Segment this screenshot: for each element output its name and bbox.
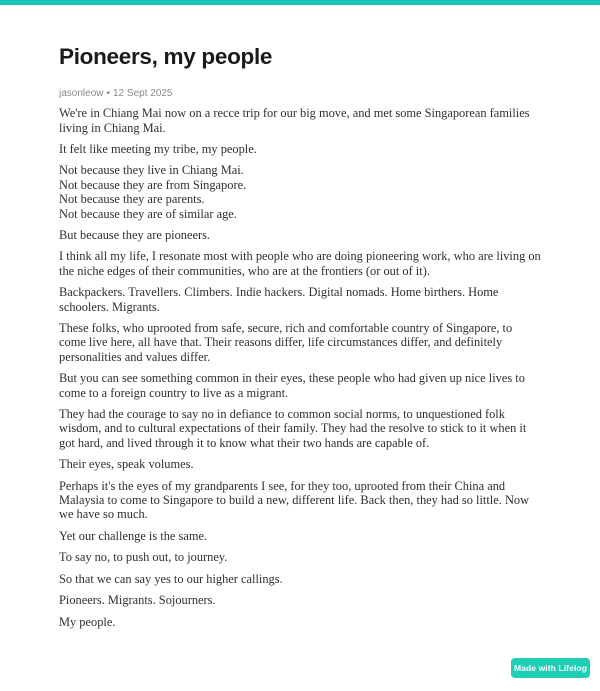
article-paragraph: These folks, who uprooted from safe, secure, rich and comfortable country of Singapore, to come live here, all have that. Their reasons differ, life circumstances differ, and definitely personalities and values differ. xyxy=(59,321,513,364)
byline xyxy=(59,87,541,101)
byline-author: jasonleow xyxy=(59,88,104,100)
article-paragraph: It felt like meeting my tribe, my people. xyxy=(59,141,257,156)
article-paragraph: We're in Chiang Mai now on a recce trip for our big move, and met some Singaporean families living in Chiang Mai. xyxy=(59,106,530,135)
article-paragraph: They had the courage to say no in defiance to common social norms, to unquestioned folk wisdom, and to cultural expectations of their family. They had the resolve to stick to it when it got hard, and lived through it to know what their two hands are capable of. xyxy=(59,407,527,450)
article-body xyxy=(59,106,541,629)
article-paragraph-line: Not because they live in Chiang Mai. xyxy=(59,163,244,178)
article-paragraph: So that we can say yes to our higher callings. xyxy=(59,571,283,586)
article-container xyxy=(0,5,600,629)
byline-date: 12 Sept 2025 xyxy=(113,88,173,100)
article-paragraph: Perhaps it's the eyes of my grandparents I see, for they too, uprooted from their China and Malaysia to come to Singapore to build a new, different life. Back then, they had so little. Now we have so much. xyxy=(59,478,530,522)
article-paragraph-line: Not because they are from Singapore. xyxy=(59,177,247,192)
page-title: Pioneers, my people xyxy=(59,44,273,69)
article-paragraph: Pioneers. Migrants. Sojourners. xyxy=(59,593,216,608)
article-paragraph xyxy=(59,163,541,221)
article-paragraph: But you can see something common in their eyes, these people who had given up nice lives to come to a foreign country to live as a migrant. xyxy=(59,371,525,400)
article-paragraph: But because they are pioneers. xyxy=(59,227,211,242)
article-paragraph: Yet our challenge is the same. xyxy=(59,528,208,543)
article-paragraph: To say no, to push out, to journey. xyxy=(59,550,228,565)
article-paragraph: I think all my life, I resonate most with people who are doing pioneering work, who are living on the niche edges of their communities, who are at the frontiers (or out of it). xyxy=(59,249,541,278)
article-paragraph-line: Not because they are of similar age. xyxy=(59,206,237,221)
article-paragraph: My people. xyxy=(59,614,116,629)
article-paragraph: Backpackers. Travellers. Climbers. Indie hackers. Digital nomads. Home birthers. Home schoolers. Migrants. xyxy=(59,285,499,314)
article-paragraph: Their eyes, speak volumes. xyxy=(59,457,194,472)
made-with-lifelog-badge[interactable]: Made with Lifelog xyxy=(511,658,590,678)
byline-separator-dot: • xyxy=(106,88,110,100)
article-paragraph-line: Not because they are parents. xyxy=(59,192,205,207)
